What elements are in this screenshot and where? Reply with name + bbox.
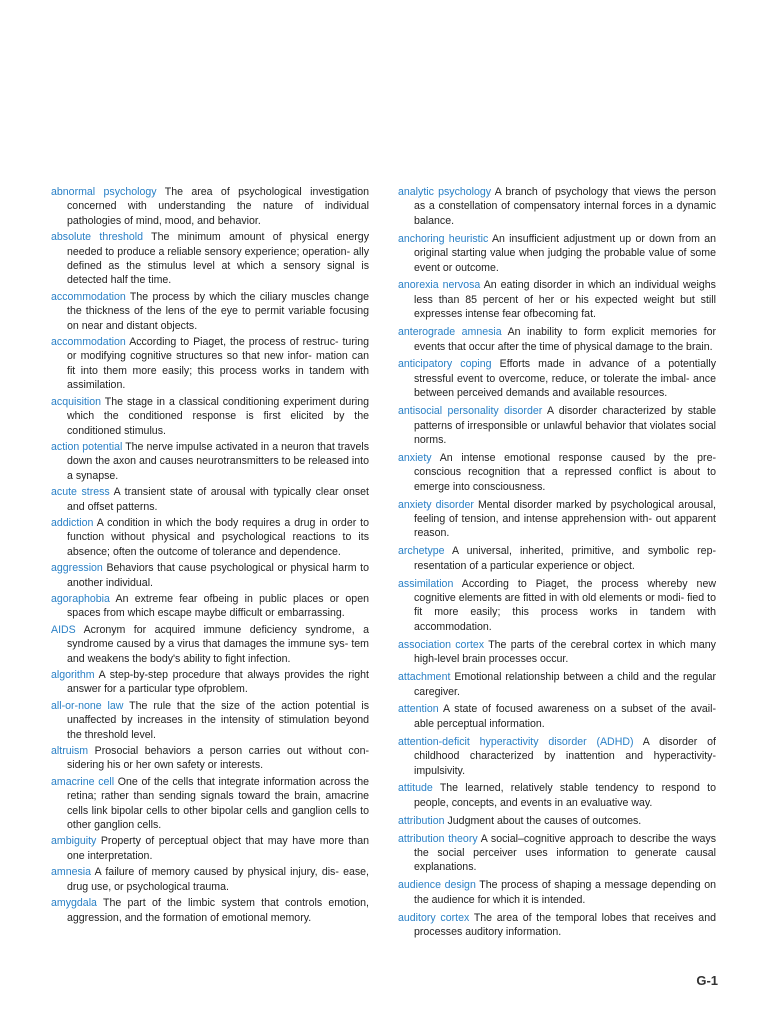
glossary-entry — [398, 498, 716, 541]
glossary-definition: An insufficient adjustment up or down from an original starting value when judging the probable value of some event or outcome. — [414, 232, 717, 274]
glossary-entry — [398, 357, 716, 400]
glossary-term: all-or-none law — [51, 699, 124, 712]
glossary-entry — [398, 638, 716, 667]
glossary-definition: Efforts made in advance of a potentially stressful event to overcome, reduce, or tolerate the imbal- ance between perceived demands and available resources. — [414, 358, 716, 400]
glossary-definition: An intense emotional response caused by the pre- conscious recognition that a repressed conflict is about to emerge into consciousness. — [414, 451, 717, 493]
glossary-term: acquisition — [51, 395, 102, 408]
glossary-definition: An extreme fear ofbeing in public places or open spaces from which escape maybe difficult or embarrassing. — [67, 592, 369, 620]
glossary-term: accommodation — [51, 290, 126, 303]
glossary-entry — [51, 592, 369, 621]
glossary-entry — [51, 865, 369, 894]
glossary-entry — [398, 878, 716, 907]
glossary-entry — [398, 278, 716, 321]
glossary-term: altruism — [51, 745, 89, 758]
glossary-term: action potential — [51, 440, 123, 453]
glossary-definition: According to Piaget, the process of restruc- turing or modifying cognitive structures so that new infor- mation can fit into them more easily; this process works in tandem with assimilation. — [67, 336, 369, 392]
glossary-term: attribution theory — [398, 832, 478, 845]
glossary-term: audience design — [398, 879, 476, 892]
glossary-right-column — [398, 185, 716, 943]
glossary-term: ambiguity — [51, 835, 97, 848]
glossary-entry — [398, 814, 716, 828]
glossary-definition: A disorder of childhood characterized by inattention and hyperactivity- impulsivity. — [414, 735, 716, 777]
glossary-entry — [398, 544, 716, 573]
glossary-term: agoraphobia — [51, 592, 110, 605]
glossary-term: auditory cortex — [398, 911, 470, 924]
glossary-term: attachment — [398, 671, 451, 684]
glossary-definition: The minimum amount of physical energy needed to produce a reliable sensory experience; operation- ally defined as the stimulus level at which a sensory signal is detected half the time. — [67, 231, 369, 287]
glossary-term: accommodation — [51, 336, 126, 349]
glossary-definition: A transient state of arousal with typically clear onset and offset patterns. — [67, 486, 369, 513]
glossary-definition: The nerve impulse activated in a neuron that travels down the axon and causes neurotransmitters to be released into a synapse. — [67, 440, 370, 482]
glossary-term: archetype — [398, 545, 445, 558]
glossary-definition: Emotional relationship between a child and the regular caregiver. — [414, 671, 716, 698]
glossary-definition: A step-by-step procedure that always provides the right answer for a particular type ofproblem. — [67, 669, 370, 696]
glossary-term: acute stress — [51, 486, 110, 499]
glossary-definition: The process of shaping a message depending on the audience for which it is intended. — [414, 879, 716, 906]
glossary-definition: According to Piaget, the process whereby new cognitive elements are fitted in with old elements or modi- fied to fit more easily; this process works in tandem with accommodation. — [414, 577, 716, 633]
glossary-left-column — [51, 185, 369, 927]
glossary-entry — [398, 735, 716, 778]
glossary-definition: A branch of psychology that views the person as a constellation of compensatory internal forces in a dynamic balance. — [414, 186, 716, 227]
glossary-definition: An eating disorder in which an individual weighs less than 85 percent of her or his expected weight but still expresses intense fear ofbecoming fat. — [414, 279, 716, 321]
glossary-entry — [398, 451, 716, 494]
glossary-definition: A state of focused awareness on a subset of the avail- able perceptual information. — [414, 703, 717, 730]
glossary-entry — [51, 230, 369, 288]
glossary-term: anchoring heuristic — [398, 232, 489, 245]
glossary-term: anorexia nervosa — [398, 279, 481, 292]
glossary-entry — [51, 775, 369, 833]
glossary-entry — [51, 623, 369, 666]
glossary-entry — [51, 440, 369, 483]
glossary-term: amnesia — [51, 866, 92, 879]
glossary-definition: Judgment about the causes of outcomes. — [447, 814, 642, 827]
glossary-entry — [398, 670, 716, 699]
glossary-entry — [51, 485, 369, 514]
glossary-definition: A universal, inherited, primitive, and symbolic rep- resentation of a particular experience or object. — [414, 545, 716, 572]
glossary-definition: An inability to form explicit memories for events that occur after the time of physical damage to the brain. — [414, 326, 717, 353]
glossary-entry — [51, 335, 369, 393]
page-number: G-1 — [696, 973, 718, 988]
glossary-definition: Property of perceptual object that may have more than one interpretation. — [67, 835, 369, 862]
glossary-definition: The parts of the cerebral cortex in which many high-level brain processes occur. — [414, 638, 716, 666]
glossary-term: aggression — [51, 562, 103, 575]
glossary-entry — [398, 232, 716, 275]
glossary-term: anticipatory coping — [398, 358, 492, 371]
glossary-entry — [398, 185, 716, 228]
glossary-term: attention — [398, 703, 439, 716]
glossary-term: attitude — [398, 782, 433, 795]
glossary-term: AIDS — [51, 623, 76, 636]
glossary-definition: The process by which the ciliary muscles change the thickness of the lens of the eye to permit variable focusing on near and distant objects. — [67, 290, 369, 332]
glossary-term: addiction — [51, 516, 94, 529]
glossary-definition: Prosocial behaviors a person carries out without con- sidering his or her own safety or interests. — [67, 745, 369, 772]
glossary-term: antisocial personality disorder — [398, 405, 543, 418]
glossary-term: abnormal psychology — [51, 186, 157, 198]
glossary-entry — [51, 668, 369, 697]
glossary-term: absolute threshold — [51, 231, 143, 244]
glossary-term: association cortex — [398, 638, 485, 651]
glossary-term: anxiety — [398, 451, 432, 464]
glossary-entry — [51, 699, 369, 742]
glossary-term: attribution — [398, 814, 445, 827]
glossary-entry — [398, 325, 716, 354]
glossary-definition: A social–cognitive approach to describe the ways the social perceiver uses information to generate causal explanations. — [414, 832, 716, 874]
glossary-definition: A condition in which the body requires a drug in order to function without physical and psychological reactions to its absence; often the outcome of tolerance and dependence. — [67, 516, 369, 558]
glossary-definition: The area of psychological investigation concerned with understanding the nature of individual pathologies of mind, mood, and behavior. — [67, 186, 369, 227]
glossary-entry — [51, 834, 369, 863]
glossary-definition: A disorder characterized by stable patterns of irresponsible or unlawful behavior that violates social norms. — [414, 405, 716, 446]
glossary-term: analytic psychology — [398, 186, 492, 198]
glossary-definition: The learned, relatively stable tendency to respond to people, concepts, and events in an evaluative way. — [414, 782, 716, 809]
glossary-definition: Behaviors that cause psychological or physical harm to another individual. — [67, 562, 369, 589]
glossary-term: amygdala — [51, 897, 97, 910]
glossary-definition: The part of the limbic system that controls emotion, aggression, and the formation of emotional memory. — [67, 897, 369, 924]
glossary-term: algorithm — [51, 669, 95, 681]
glossary-definition: One of the cells that integrate information across the retina; rather than sending signals toward the brain, amacrine cells link bipolar cells to other bipolar cells and ganglion cells to other ganglion cells. — [67, 775, 369, 832]
glossary-definition: Mental disorder marked by psychological arousal, feeling of tension, and intense apprehension with- out apparent reason. — [414, 498, 716, 540]
glossary-term: attention-deficit hyperactivity disorder (ADHD) — [398, 735, 634, 748]
glossary-entry — [51, 561, 369, 590]
glossary-definition: The rule that the size of the action potential is unaffected by increases in the intensity of stimulation beyond the threshold level. — [67, 699, 369, 741]
glossary-definition: A failure of memory caused by physical injury, dis- ease, drug use, or psychological trauma. — [67, 866, 370, 893]
glossary-definition: The stage in a classical conditioning experiment during which the conditioned response is first elicited by the conditioned stimulus. — [67, 395, 369, 437]
glossary-entry — [398, 832, 716, 875]
glossary-entry — [398, 911, 716, 940]
glossary-entry — [398, 781, 716, 810]
glossary-entry — [51, 896, 369, 925]
glossary-entry — [51, 185, 369, 228]
glossary-entry — [51, 290, 369, 333]
glossary-entry — [398, 702, 716, 731]
glossary-term: anxiety disorder — [398, 498, 474, 511]
glossary-term: amacrine cell — [51, 775, 115, 788]
glossary-definition: Acronym for acquired immune deficiency syndrome, a syndrome caused by a virus that damages the immune sys- tem and weakens the body's ability to fight infection. — [67, 623, 370, 665]
glossary-term: assimilation — [398, 577, 454, 590]
glossary-entry — [51, 744, 369, 773]
glossary-entry — [398, 404, 716, 447]
glossary-entry — [398, 577, 716, 635]
glossary-entry — [51, 516, 369, 559]
glossary-term: anterograde amnesia — [398, 326, 502, 339]
glossary-definition: The area of the temporal lobes that receives and processes auditory information. — [414, 911, 716, 939]
glossary-entry — [51, 395, 369, 438]
